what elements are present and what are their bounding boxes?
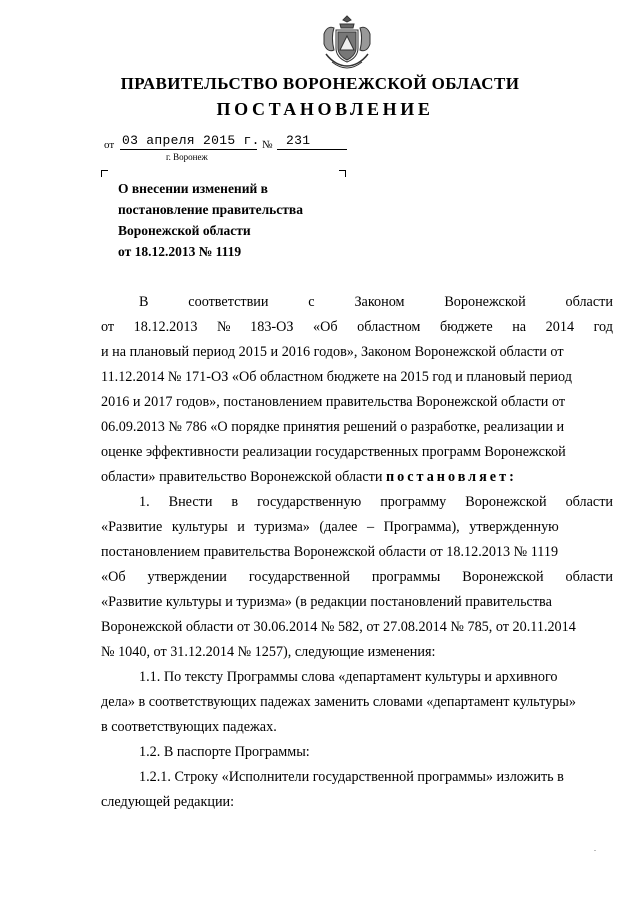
- body-line: [101, 490, 613, 515]
- word: с: [308, 294, 315, 310]
- body-line: Воронежской области от 30.06.2014 № 582, от 27.08.2014 № 785, от 20.11.2014: [101, 619, 576, 635]
- subject-corner-right: [339, 170, 346, 177]
- coat-of-arms-icon: [318, 10, 376, 72]
- body-line: дела» в соответствующих падежах заменить словами «департамент культуры»: [101, 694, 576, 710]
- word: Воронежской: [462, 569, 544, 585]
- word: области: [565, 294, 613, 310]
- subject-line: О внесении изменений в: [118, 181, 268, 196]
- body-line: [101, 315, 613, 340]
- body-line: [101, 465, 613, 490]
- word: программы: [371, 569, 441, 585]
- body-line: оценке эффективности реализации государственных программ Воронежской: [101, 444, 566, 460]
- document-date: 03 апреля 2015 г.: [122, 133, 260, 148]
- scan-mark: [594, 850, 596, 851]
- body-line: «Развитие культуры и туризма» (далее – Программа), утвержденную: [101, 519, 559, 535]
- date-label: от: [104, 139, 115, 151]
- word: год: [593, 319, 613, 335]
- word: Законом: [354, 294, 405, 310]
- subject-line: постановление правительства: [118, 202, 303, 217]
- document-type: ПОСТАНОВЛЕНИЕ: [216, 99, 434, 119]
- body-line: следующей редакции:: [101, 794, 235, 810]
- word: №: [217, 319, 231, 335]
- body-line: № 1040, от 31.12.2014 № 1257), следующие изменения:: [101, 644, 436, 660]
- word: 2014: [545, 319, 575, 335]
- date-underline: [120, 149, 257, 150]
- word: 1.: [139, 494, 150, 510]
- word: Воронежской: [465, 494, 547, 510]
- body-line: 1.2. В паспорте Программы:: [139, 744, 310, 760]
- word: «Об: [101, 569, 126, 585]
- word: Воронежской: [444, 294, 526, 310]
- body-line: 11.12.2014 № 171-ОЗ «Об областном бюджете на 2015 год и плановый период: [101, 369, 572, 385]
- word: областном: [357, 319, 421, 335]
- word: государственной: [248, 569, 350, 585]
- decree-keyword: постановляет:: [385, 469, 517, 485]
- word: Внести: [168, 494, 213, 510]
- issuing-authority: ПРАВИТЕЛЬСТВО ВОРОНЕЖСКОЙ ОБЛАСТИ: [120, 74, 520, 93]
- body-line: 06.09.2013 № 786 «О порядке принятия решений о разработке, реализации и: [101, 419, 565, 435]
- document-number: 231: [286, 133, 311, 148]
- word: области: [565, 494, 613, 510]
- word: программу: [380, 494, 447, 510]
- word: «Об: [313, 319, 338, 335]
- word: на: [512, 319, 527, 335]
- word: 183-ОЗ: [250, 319, 294, 335]
- subject-line: от 18.12.2013 № 1119: [118, 244, 242, 259]
- document-subject: [118, 178, 303, 262]
- document-place: г. Воронеж: [166, 152, 208, 162]
- word: соответствии: [188, 294, 269, 310]
- word: В: [139, 294, 149, 310]
- document-body: [101, 290, 613, 815]
- body-line: 2016 и 2017 годов», постановлением правительства Воронежской области от: [101, 394, 566, 410]
- word: государственную: [257, 494, 362, 510]
- body-line: 1.2.1. Строку «Исполнители государственной программы» изложить в: [139, 769, 564, 785]
- body-line: [101, 290, 613, 315]
- document-meta: [104, 133, 364, 153]
- number-label: №: [262, 139, 273, 151]
- body-line: 1.1. По тексту Программы слова «департамент культуры и архивного: [139, 669, 558, 685]
- subject-line: Воронежской области: [118, 223, 251, 238]
- word: утверждении: [147, 569, 227, 585]
- number-underline: [277, 149, 347, 150]
- body-line: [101, 565, 613, 590]
- body-line: в соответствующих падежах.: [101, 719, 277, 735]
- word: области: [565, 569, 613, 585]
- body-text: области» правительство Воронежской области: [101, 469, 383, 485]
- word: 18.12.2013: [133, 319, 198, 335]
- subject-corner-left: [101, 170, 108, 177]
- word: в: [231, 494, 239, 510]
- word: бюджете: [439, 319, 493, 335]
- body-line: и на плановый период 2015 и 2016 годов», Законом Воронежской области от: [101, 344, 564, 360]
- word: от: [101, 319, 115, 335]
- body-line: «Развитие культуры и туризма» (в редакции постановлений правительства: [101, 594, 552, 610]
- body-line: постановлением правительства Воронежской области от 18.12.2013 № 1119: [101, 544, 559, 560]
